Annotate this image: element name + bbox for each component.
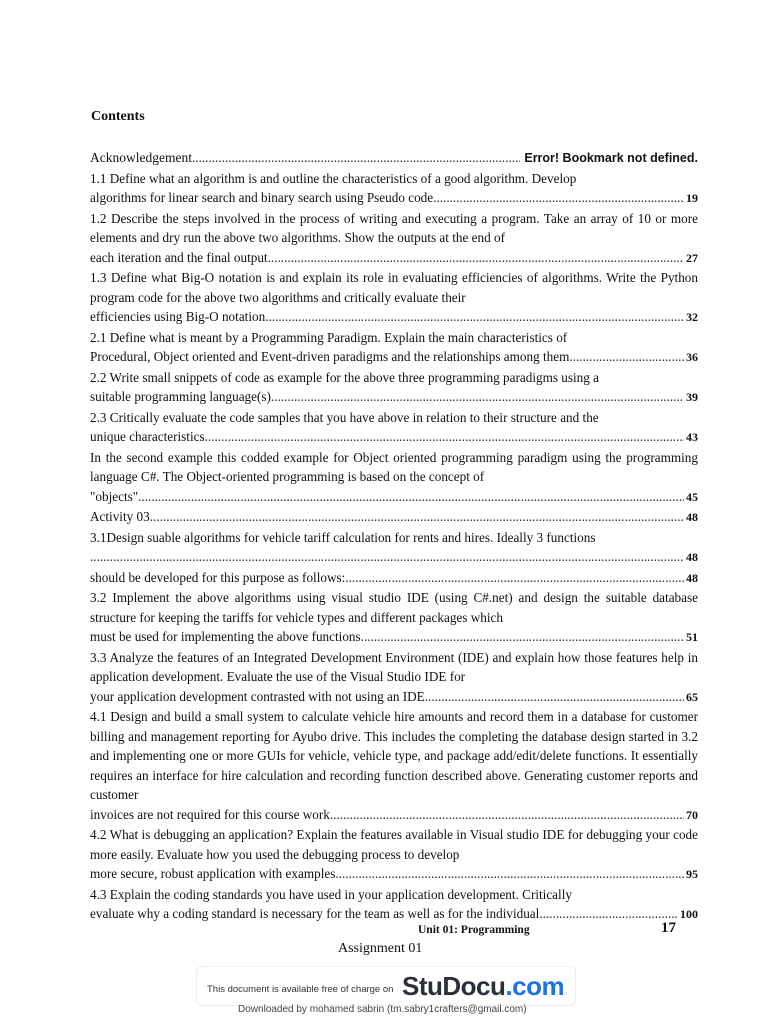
studocu-banner[interactable] [196, 966, 576, 1006]
toc-page-number: 100 [680, 907, 698, 921]
toc-entry-last-line [90, 805, 698, 826]
toc-entry-label: Acknowledgement [90, 150, 192, 165]
toc-page-number: 43 [686, 430, 698, 444]
toc-entry[interactable] [90, 448, 698, 508]
toc-entry-last-line [90, 307, 698, 328]
toc-list [90, 169, 698, 925]
toc-entry[interactable] [90, 507, 698, 528]
toc-entry-label: more secure, robust application with examples [90, 866, 336, 881]
toc-entry-last-line [90, 864, 698, 885]
dot-leader [330, 805, 684, 825]
toc-entry-text: In the second example this codded example for Object oriented programming paradigm using the programming language C#. The Object-oriented programming is based on the concept of [90, 449, 698, 484]
toc-entry-last-line [90, 487, 698, 508]
dot-leader [335, 864, 684, 884]
toc-entry[interactable] [90, 825, 698, 885]
toc-page-number: 48 [686, 550, 698, 564]
toc-entry-last-line [90, 248, 698, 269]
toc-entry-text: 1.2 Describe the steps involved in the process of writing and executing a program. Take an array of 10 or more elements and dry run the above two algorithms. Show the outputs at the end of [90, 210, 698, 245]
table-of-contents [90, 148, 698, 925]
toc-entry-label: should be developed for this purpose as follows: [90, 569, 346, 585]
toc-entry-text: 1.3 Define what Big-O notation is and explain its role in evaluating efficiencies of algorithms. Write the Python program code for the above two algorithms and critically evaluate their [90, 270, 698, 305]
studocu-logo[interactable] [402, 971, 564, 1002]
toc-entry-text: 2.1 Define what is meant by a Programming Paradigm. Explain the main characteristics of [90, 329, 568, 345]
dot-leader [425, 687, 684, 707]
toc-page-number: 70 [686, 807, 698, 822]
dot-leader [205, 427, 684, 447]
toc-entry-label: Activity 03 [90, 509, 150, 524]
toc-page-number: 51 [686, 630, 698, 644]
dot-leader [150, 507, 684, 527]
toc-entry-label: "objects" [90, 488, 139, 504]
toc-entry[interactable] [90, 528, 698, 568]
toc-entry-text: 3.1Design suable algorithms for vehicle tariff calculation for rents and hires. Ideally 3 functions [90, 529, 596, 545]
studocu-logo-accent: .com [505, 971, 565, 1001]
toc-entry-label: efficiencies using Big-O notation [90, 309, 266, 324]
toc-entry-label: your application development contrasted with not using an IDE [90, 688, 425, 704]
toc-entry[interactable] [90, 588, 698, 648]
toc-entry[interactable] [90, 885, 698, 925]
toc-entry-text: 4.3 Explain the coding standards you have used in your application development. Critically [90, 886, 572, 902]
toc-page-number: 36 [686, 350, 698, 364]
toc-entry-text: 4.2 What is debugging an application? Explain the features available in Visual studio IDE for debugging your code more easily. Evaluate how you used the debugging process to develop [90, 827, 698, 862]
toc-entry-last-line [90, 904, 698, 925]
dot-leader [361, 627, 684, 647]
toc-page-number: 65 [686, 689, 698, 704]
dot-leader [433, 188, 684, 208]
dot-leader [569, 347, 684, 367]
dot-leader [138, 487, 684, 507]
dot-leader [271, 387, 684, 407]
toc-page-number: 32 [686, 310, 698, 324]
bookmark-error: Error! Bookmark not defined. [524, 151, 698, 165]
toc-entry-last-line [90, 427, 698, 448]
toc-entry[interactable] [90, 169, 698, 209]
dot-leader [268, 248, 684, 268]
toc-entry[interactable] [90, 568, 698, 589]
toc-page-number: 27 [686, 250, 698, 265]
contents-heading: Contents [91, 109, 145, 124]
footer-unit: Unit 01: Programming [418, 924, 530, 936]
dot-leader [192, 148, 520, 168]
dot-leader [345, 568, 684, 588]
studocu-logo-main: StuDocu [402, 971, 506, 1001]
toc-entry-last-line [90, 347, 698, 368]
toc-page-number: 48 [686, 510, 698, 524]
toc-entry-label: Procedural, Object oriented and Event-driven paradigms and the relationships among them [90, 349, 570, 364]
toc-entry-text: 3.3 Analyze the features of an Integrated Development Environment (IDE) and explain how those features help in application development. Evaluate the use of the Visual Studio IDE for [90, 649, 698, 684]
downloaded-by-text: Downloaded by mohamed sabrin (tm.sabry1crafters@gmail.com) [238, 1004, 527, 1015]
page-number: 17 [661, 920, 676, 936]
toc-entry[interactable] [90, 209, 698, 269]
toc-page-number: 95 [686, 867, 698, 881]
toc-entry-text: 4.1 Design and build a small system to calculate vehicle hire amounts and record them in a database for customer billing and management reporting for Ayubo drive. This includes the completing the database design started in 3.2 and implementing one or more GUIs for vehicle, vehicle type, and package add/edit/delete functions. It essentially requires an interface for hire calculation and recording function described above. Generating customer reports and customer [90, 709, 698, 802]
toc-entry-last-line [90, 507, 698, 528]
toc-entry-label: each iteration and the final output [90, 249, 268, 265]
toc-page-number: 48 [686, 570, 698, 585]
toc-entry-last-line [90, 687, 698, 708]
toc-entry-text: 2.3 Critically evaluate the code samples that you have above in relation to their structure and the [90, 409, 599, 425]
toc-entry-text: 1.1 Define what an algorithm is and outline the characteristics of a good algorithm. Develop [90, 170, 577, 186]
toc-entry-label: suitable programming language(s) [90, 389, 271, 404]
toc-page-number: 39 [686, 390, 698, 404]
toc-entry[interactable] [90, 707, 698, 825]
toc-entry-label: must be used for implementing the above functions [90, 629, 361, 644]
toc-entry[interactable] [90, 328, 698, 368]
toc-entry-label: invoices are not required for this course work [90, 806, 330, 822]
toc-entry[interactable] [90, 368, 698, 408]
toc-entry-label: unique characteristics [90, 429, 205, 444]
studocu-availability-text: This document is available free of charge on [207, 984, 394, 995]
toc-entry[interactable] [90, 648, 698, 708]
dot-leader [265, 307, 684, 327]
footer-assignment: Assignment 01 [338, 941, 423, 956]
toc-entry-last-line [90, 387, 698, 408]
dot-leader [539, 904, 678, 924]
toc-entry-text: 3.2 Implement the above algorithms using visual studio IDE (using C#.net) and design the suitable database structure for keeping the tariffs for vehicle types and different packages which [90, 590, 698, 625]
toc-page-number: 19 [686, 191, 698, 205]
dot-leader [90, 547, 684, 567]
toc-entry-acknowledgement[interactable] [90, 148, 698, 169]
toc-page-number: 45 [686, 489, 698, 504]
toc-entry-last-line [90, 547, 698, 568]
toc-entry[interactable] [90, 268, 698, 328]
toc-entry-last-line [90, 568, 698, 589]
toc-entry-last-line [90, 188, 698, 209]
toc-entry-label: evaluate why a coding standard is necessary for the team as well as for the individual [90, 906, 540, 921]
toc-entry-last-line [90, 627, 698, 648]
toc-entry[interactable] [90, 408, 698, 448]
toc-entry-label: algorithms for linear search and binary search using Pseudo code [90, 190, 434, 205]
toc-entry-text: 2.2 Write small snippets of code as example for the above three programming paradigms using a [90, 369, 599, 385]
